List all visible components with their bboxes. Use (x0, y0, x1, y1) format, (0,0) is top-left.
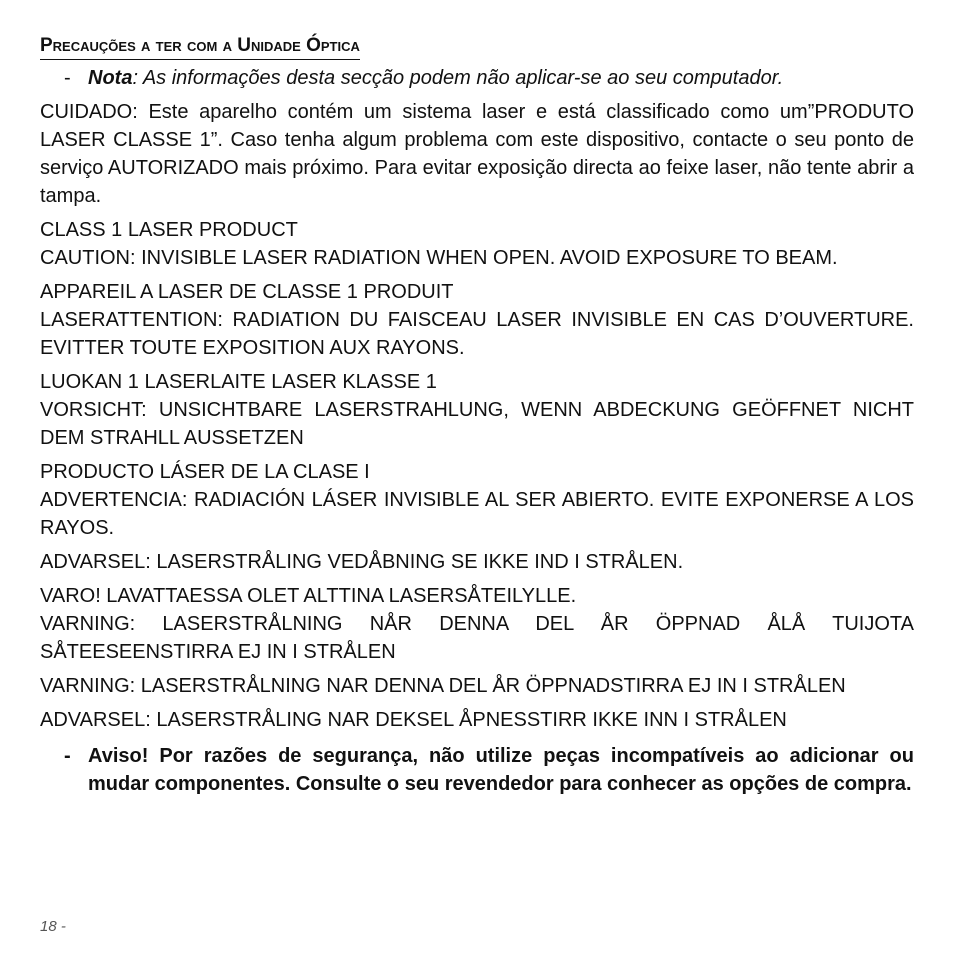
bullet-dash: - (64, 745, 71, 767)
warning-title: ADVARSEL: LASERSTRÅLING VEDÅBNING SE IKKE IND I STRÅLEN. (40, 551, 684, 573)
note-line (40, 64, 914, 92)
warning-title: ADVARSEL: LASERSTRÅLING NAR DEKSEL ÅPNESSTIRR IKKE INN I STRÅLEN (40, 709, 787, 731)
warning-text: VORSICHT: UNSICHTBARE LASERSTRAHLUNG, WENN ABDECKUNG GEÖFFNET NICHT DEM STRAHLL AUSSETZEN (40, 399, 914, 449)
section-heading: Precauções a ter com a Unidade Óptica (40, 33, 360, 60)
warning-block-es (40, 458, 914, 542)
safety-warning-bullet (40, 742, 914, 798)
warning-title: CLASS 1 LASER PRODUCT (40, 219, 298, 241)
warning-title: APPAREIL A LASER DE CLASSE 1 PRODUIT (40, 281, 454, 303)
caution-paragraph-pt: CUIDADO: Este aparelho contém um sistema laser e está classificado como um”PRODUTO LASER CLASSE 1”. Caso tenha algum problema com este dispositivo, contacte o seu ponto de serviço AUTORIZADO mais próximo. Para evitar exposição directa ao feixe laser, não tente abrir a tampa. (40, 101, 914, 207)
warning-block-sv (40, 672, 914, 700)
warning-title: VARO! LAVATTAESSA OLET ALTTINA LASERSÅTEILYLLE. (40, 585, 577, 607)
content-area (40, 33, 914, 798)
page-number: 18 - (40, 918, 66, 935)
warning-text: LASERATTENTION: RADIATION DU FAISCEAU LASER INVISIBLE EN CAS D’OUVERTURE. EVITTER TOUTE EXPOSITION AUX RAYONS. (40, 309, 914, 359)
warning-title: PRODUCTO LÁSER DE LA CLASE I (40, 461, 370, 483)
warning-block-en (40, 216, 914, 272)
note-label: Nota (88, 67, 133, 89)
note-text: : As informações desta secção podem não aplicar-se ao seu computador. (132, 67, 784, 89)
warning-block-no (40, 706, 914, 734)
warning-block-de (40, 368, 914, 452)
warning-block-fi-sv (40, 582, 914, 666)
warning-text: VARNING: LASERSTRÅLNING NÅR DENNA DEL ÅR ÖPPNAD ÅLÅ TUIJOTA SÅTEESEENSTIRRA EJ IN I STRÅLEN (40, 613, 914, 663)
warning-text: CAUTION: INVISIBLE LASER RADIATION WHEN OPEN. AVOID EXPOSURE TO BEAM. (40, 247, 838, 269)
warning-title: VARNING: LASERSTRÅLNING NAR DENNA DEL ÅR ÖPPNADSTIRRA EJ IN I STRÅLEN (40, 675, 846, 697)
warning-title: LUOKAN 1 LASERLAITE LASER KLASSE 1 (40, 371, 437, 393)
note-dash: - (64, 67, 71, 89)
warning-text: ADVERTENCIA: RADIACIÓN LÁSER INVISIBLE AL SER ABIERTO. EVITE EXPONERSE A LOS RAYOS. (40, 489, 914, 539)
warning-block-da (40, 548, 914, 576)
bullet-text: Aviso! Por razões de segurança, não utilize peças incompatíveis ao adicionar ou mudar componentes. Consulte o seu revendedor para conhecer as opções de compra. (88, 745, 914, 795)
warning-block-fr (40, 278, 914, 362)
